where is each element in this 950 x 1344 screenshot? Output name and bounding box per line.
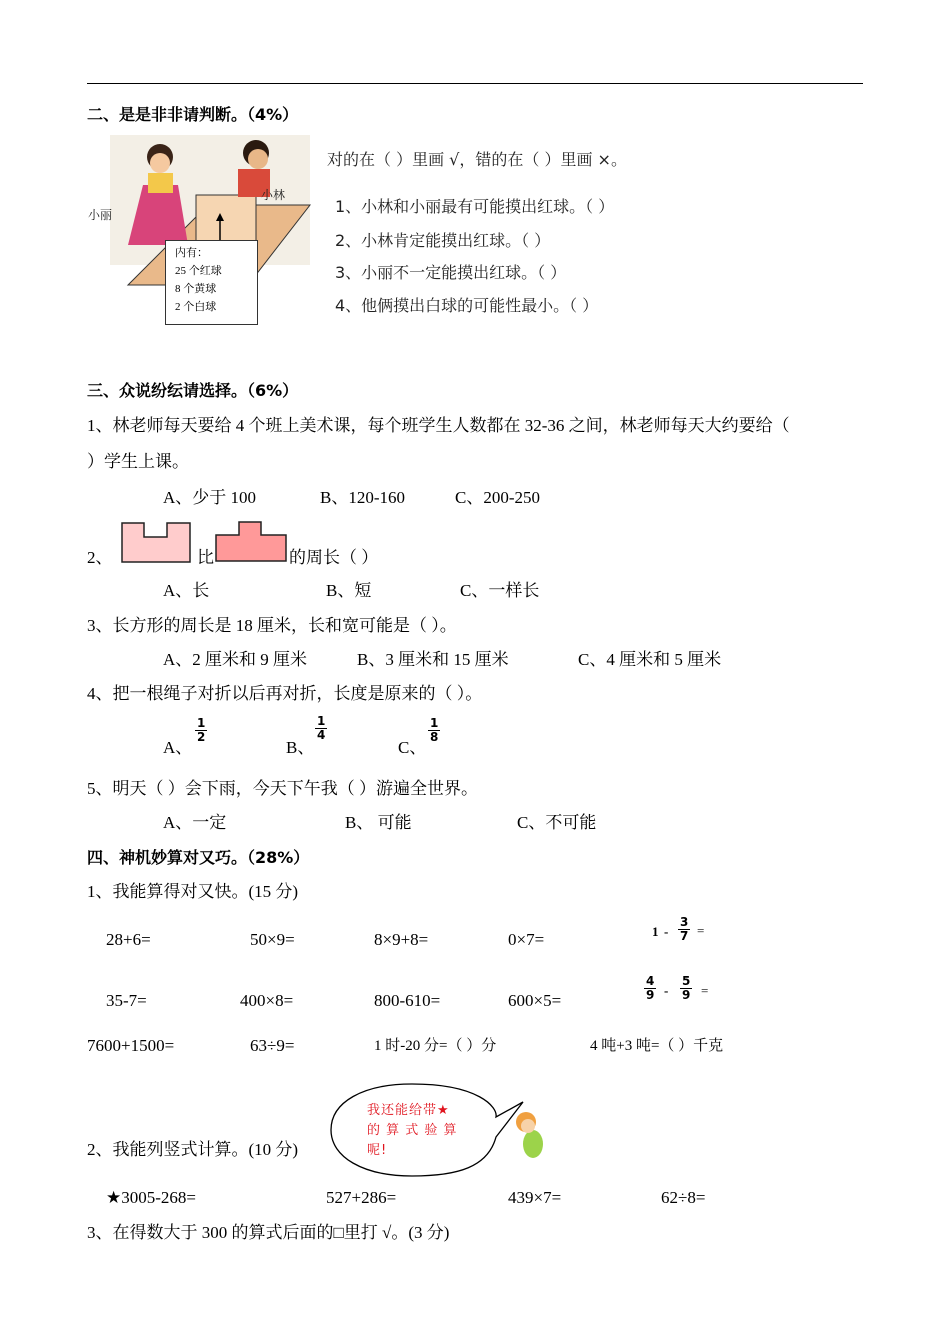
- calc-item: 50×9=: [250, 930, 295, 949]
- box-item: 25 个红球: [175, 265, 222, 277]
- stepped-shape-icon: [214, 519, 288, 564]
- q3-text: 3、长方形的周长是 18 厘米，长和宽可能是（ ）。: [87, 616, 457, 635]
- q3-option-b: B、3 厘米和 15 厘米: [357, 650, 509, 669]
- q3-option-c: C、4 厘米和 5 厘米: [578, 650, 722, 669]
- denominator: 7: [680, 929, 689, 943]
- vertical-calc-item: ★3005-268=: [106, 1188, 196, 1207]
- q3-option-a: A、2 厘米和 9 厘米: [163, 650, 308, 669]
- numerator: 5: [682, 974, 691, 988]
- judge-item: 3、小丽不一定能摸出红球。（ ）: [335, 263, 567, 282]
- judge-item: 4、他俩摸出白球的可能性最小。（ ）: [335, 296, 599, 315]
- calc-item: 8×9+8=: [374, 930, 429, 949]
- frac-calc-eq: =: [701, 983, 709, 998]
- bubble-line: 我还能给带★: [367, 1103, 450, 1118]
- q4-option-c: C、: [398, 738, 427, 757]
- calc-item: 400×8=: [240, 991, 294, 1010]
- fraction: [428, 717, 440, 744]
- part3-title: 3、在得数大于 300 的算式后面的□里打 √。(3 分): [87, 1223, 450, 1242]
- frac-calc-op: -: [664, 924, 669, 939]
- denominator: 8: [430, 730, 439, 744]
- numerator: 1: [197, 716, 206, 730]
- fraction: [644, 975, 656, 1002]
- numerator: 1: [317, 714, 326, 728]
- numerator: 3: [680, 915, 689, 929]
- notched-shape-icon: [120, 520, 192, 565]
- q2-option-a: A、长: [163, 581, 210, 600]
- judge-instruction: 对的在（ ）里画 √，错的在（ ）里画 ×。: [327, 150, 627, 169]
- bubble-line: 呢!: [367, 1143, 388, 1158]
- boy-label: 小林: [261, 188, 286, 202]
- part1-title: 1、我能算得对又快。(15 分): [87, 882, 299, 901]
- calc-item: 7600+1500=: [87, 1036, 175, 1055]
- q2-prefix: 2、: [87, 548, 113, 567]
- bubble-line: 的 算 式 验 算: [367, 1123, 458, 1138]
- q2-suffix: 的周长（ ）: [289, 548, 379, 567]
- denominator: 2: [197, 730, 206, 744]
- fraction: [678, 916, 690, 943]
- q1-line1: 1、林老师每天要给 4 个班上美术课，每个班学生人数都在 32-36 之间，林老师每天大约要给（: [87, 416, 790, 435]
- box-contents-note: [165, 240, 258, 325]
- calc-item: 28+6=: [106, 930, 151, 949]
- part2-title: 2、我能列竖式计算。(10 分): [87, 1140, 299, 1159]
- judge-item: 1、小林和小丽最有可能摸出红球。（ ）: [335, 197, 615, 216]
- q1-option-b: B、120-160: [320, 488, 405, 507]
- bubble-text: [367, 1101, 458, 1161]
- q5-text: 5、明天（ ）会下雨，今天下午我（ ）游遍全世界。: [87, 779, 478, 798]
- denominator: 9: [646, 988, 655, 1002]
- vertical-calc-item: 527+286=: [326, 1188, 397, 1207]
- q1-option-c: C、200-250: [455, 488, 540, 507]
- q2-option-b: B、短: [326, 581, 372, 600]
- calc-item: 800-610=: [374, 991, 441, 1010]
- numerator: 1: [430, 716, 439, 730]
- box-item: 2 个白球: [175, 301, 217, 313]
- q5-option-a: A、一定: [163, 813, 227, 832]
- fraction: [680, 975, 692, 1002]
- fraction: [195, 717, 207, 744]
- q4-option-a: A、: [163, 738, 193, 757]
- vertical-calc-item: 62÷8=: [661, 1188, 706, 1207]
- judge-item: 2、小林肯定能摸出红球。（ ）: [335, 231, 551, 250]
- frac-calc-a: 1: [652, 924, 659, 939]
- illustration: [88, 135, 313, 330]
- top-rule: [87, 83, 863, 84]
- frac-calc-op: -: [664, 983, 669, 998]
- q2-option-c: C、一样长: [460, 581, 540, 600]
- frac-calc-eq: =: [697, 923, 705, 938]
- denominator: 4: [317, 728, 326, 742]
- calc-item: 4 吨+3 吨=（ ）千克: [590, 1038, 724, 1054]
- section3-heading: 三、众说纷纭请选择。（6%）: [87, 381, 299, 400]
- calc-item: 0×7=: [508, 930, 545, 949]
- girl-label: 小丽: [88, 208, 113, 222]
- box-item: 8 个黄球: [175, 283, 217, 295]
- calc-item: 1 时-20 分=（ ）分: [374, 1038, 497, 1054]
- calc-item: 35-7=: [106, 991, 147, 1010]
- denominator: 9: [682, 988, 691, 1002]
- fraction: [315, 715, 327, 742]
- calc-item: 600×5=: [508, 991, 562, 1010]
- q2-compare: 比: [197, 548, 214, 567]
- numerator: 4: [646, 974, 655, 988]
- q5-option-c: C、不可能: [517, 813, 597, 832]
- q1-option-a: A、少于 100: [163, 488, 257, 507]
- vertical-calc-item: 439×7=: [508, 1188, 562, 1207]
- q5-option-b: B、 可能: [345, 813, 412, 832]
- section4-heading: 四、神机妙算对又巧。（28%）: [87, 848, 310, 867]
- q1-line2: ）学生上课。: [87, 452, 189, 471]
- q4-option-b: B、: [286, 738, 315, 757]
- q4-text: 4、把一根绳子对折以后再对折，长度是原来的（ ）。: [87, 684, 483, 703]
- section2-heading: 二、是是非非请判断。（4%）: [87, 105, 299, 124]
- calc-item: 63÷9=: [250, 1036, 295, 1055]
- box-title: 内有：: [175, 247, 208, 259]
